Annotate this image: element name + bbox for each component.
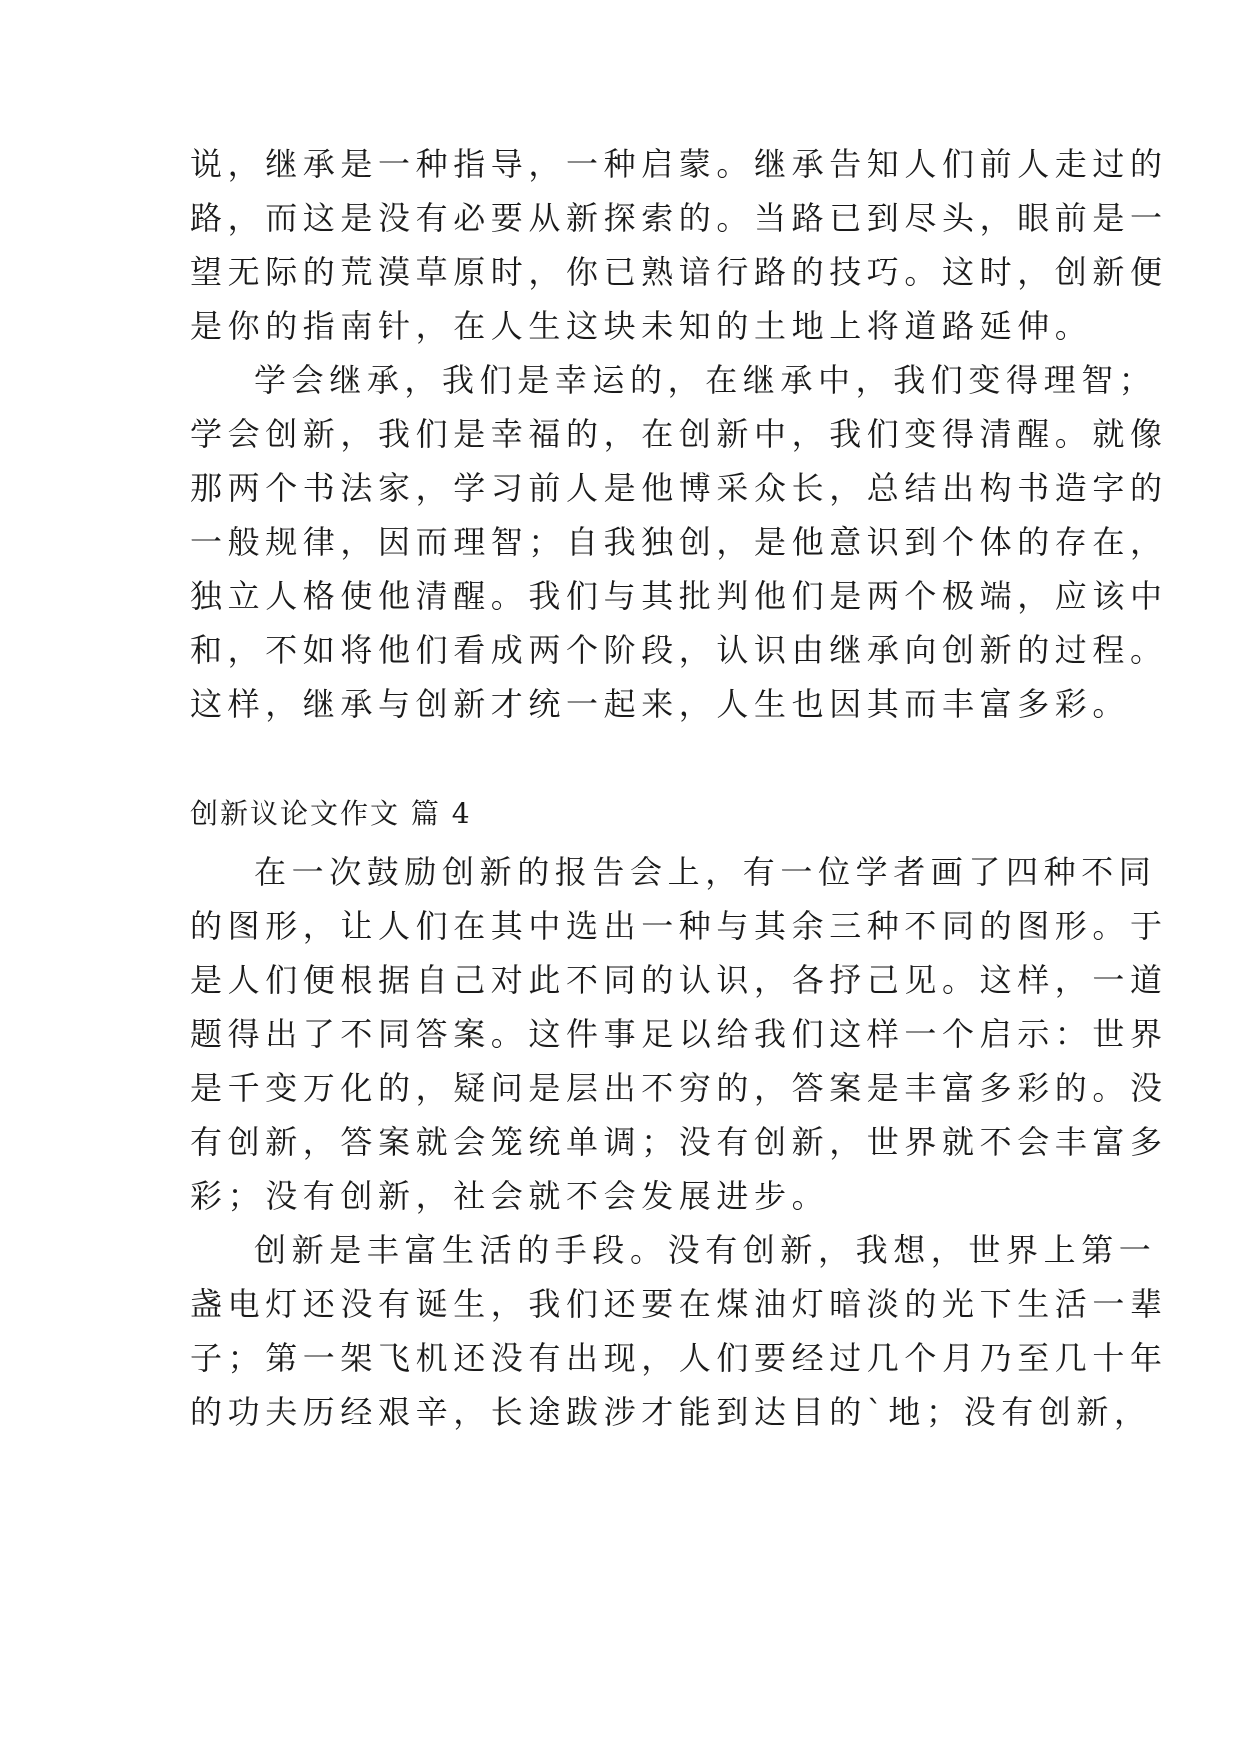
text-line: 题得出了不同答案。这件事足以给我们这样一个启示：世界 [190, 1015, 1168, 1053]
text-line: 那两个书法家，学习前人是他博采众长，总结出构书造字的 [190, 469, 1168, 507]
text-line: 学会创新，我们是幸福的，在创新中，我们变得清醒。就像 [190, 415, 1168, 453]
text-line: 有创新，答案就会笼统单调；没有创新，世界就不会丰富多 [190, 1123, 1168, 1161]
text-line: 彩；没有创新，社会就不会发展进步。 [190, 1177, 830, 1215]
text-line: 和，不如将他们看成两个阶段，认识由继承向创新的过程。 [190, 631, 1168, 669]
text-line: 在一次鼓励创新的报告会上，有一位学者画了四种不同 [254, 853, 1157, 891]
text-line: 独立人格使他清醒。我们与其批判他们是两个极端，应该中 [190, 577, 1168, 615]
text-line: 这样，继承与创新才统一起来，人生也因其而丰富多彩。 [190, 685, 1131, 723]
text-line: 一般规律，因而理智；自我独创，是他意识到个体的存在， [190, 523, 1168, 561]
text-line: 盏电灯还没有诞生，我们还要在煤油灯暗淡的光下生活一辈 [190, 1285, 1168, 1323]
text-line: 创新是丰富生活的手段。没有创新，我想，世界上第一 [254, 1231, 1157, 1269]
text-line: 是千变万化的，疑问是层出不穷的，答案是丰富多彩的。没 [190, 1069, 1168, 1107]
text-line: 路，而这是没有必要从新探索的。当路已到尽头，眼前是一 [190, 199, 1168, 237]
text-line: 子；第一架飞机还没有出现，人们要经过几个月乃至几十年 [190, 1339, 1168, 1377]
section-heading: 创新议论文作文 篇 4 [190, 797, 472, 830]
text-line: 学会继承，我们是幸运的，在继承中，我们变得理智； [254, 361, 1157, 399]
text-line: 是人们便根据自己对此不同的认识，各抒己见。这样，一道 [190, 961, 1168, 999]
text-line: 是你的指南针，在人生这块未知的土地上将道路延伸。 [190, 307, 1093, 345]
text-line: 说，继承是一种指导，一种启蒙。继承告知人们前人走过的 [190, 145, 1168, 183]
text-line: 望无际的荒漠草原时，你已熟谙行路的技巧。这时，创新便 [190, 253, 1168, 291]
text-line: 的功夫历经艰辛，长途跋涉才能到达目的`地；没有创新， [190, 1393, 1152, 1431]
document-page [190, 0, 1168, 1754]
text-line: 的图形，让人们在其中选出一种与其余三种不同的图形。于 [190, 907, 1168, 945]
